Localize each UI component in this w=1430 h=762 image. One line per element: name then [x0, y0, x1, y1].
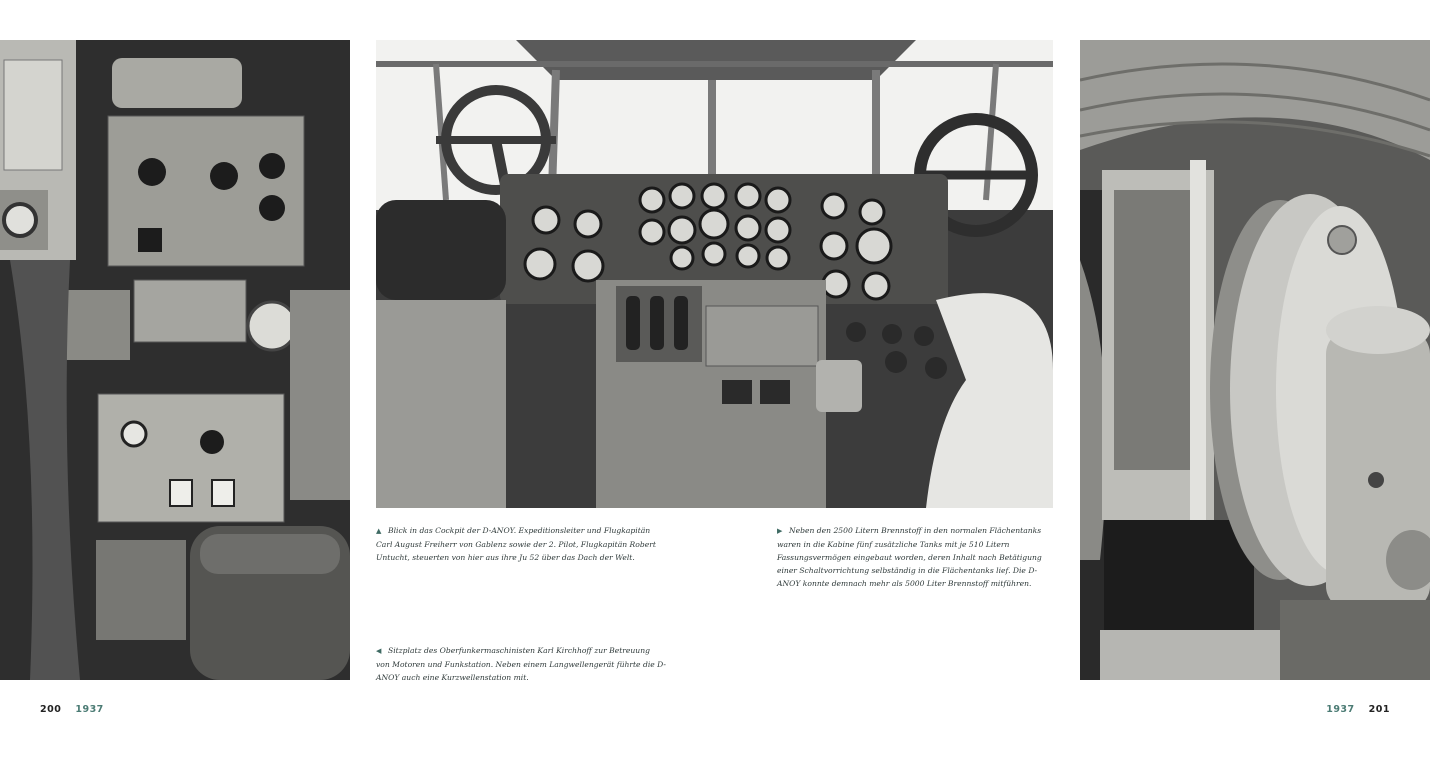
- triangle-left-icon: ◀: [376, 647, 382, 655]
- photo-fuel-tanks: [1080, 40, 1430, 680]
- caption-radio-station-text: Sitzplatz des Oberfunkermaschinisten Karl Kirchhoff zur Betreuung von Motoren und Funkstation. Neben einem Langwellengerät führte die D-ANOY auch eine Kurzwellenstation mit.: [376, 646, 666, 682]
- photo-cockpit: [376, 40, 1053, 508]
- cockpit-illustration: [376, 40, 1053, 508]
- caption-fuel-tanks: [777, 524, 1057, 590]
- caption-fuel-tanks-text: Neben den 2500 Litern Brennstoff in den normalen Flächentanks waren in die Kabine fünf zusätzliche Tanks mit je 510 Litern Fassungsvermögen eingebaut worden, deren Inhalt nach Betätigung einer Schaltvorrichtung selbständig in die Flächentanks lief. Die D-ANOY konnte demnach mehr als 5000 Liter Brennstoff mitführen.: [777, 526, 1042, 588]
- caption-radio-station: [376, 644, 666, 684]
- folio-left: [40, 704, 104, 715]
- photo-radio-station: [0, 40, 350, 680]
- page-number-left: 200: [40, 704, 62, 715]
- running-head-year-left: 1937: [75, 704, 104, 715]
- fuel-tanks-illustration: [1080, 40, 1430, 680]
- caption-cockpit-text: Blick in das Cockpit der D-ANOY. Expeditionsleiter und Flugkapitän Carl August Freiherr von Gablenz sowie der 2. Pilot, Flugkapitän Robert Untucht, steuerten von hier aus ihre Ju 52 über das Dach der Welt.: [376, 526, 656, 562]
- caption-cockpit: [376, 524, 666, 564]
- page-number-right: 201: [1368, 704, 1390, 715]
- radio-station-illustration: [0, 40, 350, 680]
- folio-right: [1326, 704, 1390, 715]
- triangle-right-icon: ▶: [777, 527, 783, 535]
- running-head-year-right: 1937: [1326, 704, 1355, 715]
- triangle-up-icon: ▲: [376, 527, 382, 535]
